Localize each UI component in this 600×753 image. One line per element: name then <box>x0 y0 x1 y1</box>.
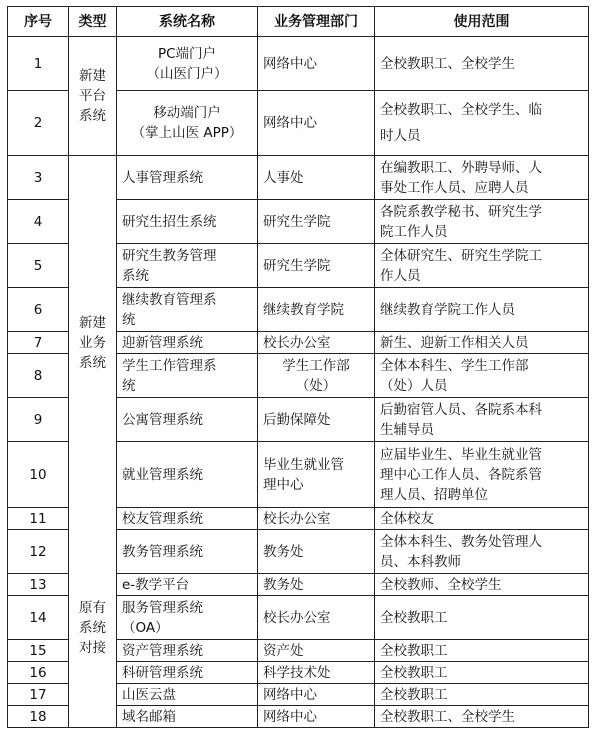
category-line: 新建 <box>79 314 106 331</box>
scope: 全校教职工 <box>375 662 589 684</box>
department: 网络中心 <box>258 37 375 91</box>
system-name: 科研管理系统 <box>117 662 258 684</box>
system-name: 迎新管理系统 <box>117 332 258 354</box>
department: 继续教育学院 <box>258 288 375 332</box>
row-number: 17 <box>8 684 69 706</box>
row-number: 7 <box>8 332 69 354</box>
scope: 全体研究生、研究生学院工 作人员 <box>375 244 589 288</box>
header-department: 业务管理部门 <box>258 7 375 37</box>
department: 教务处 <box>258 574 375 596</box>
system-name: 学生工作管理系 统 <box>117 354 258 398</box>
header-type: 类型 <box>69 7 117 37</box>
category-existing <box>69 530 117 728</box>
system-name: 服务管理系统 （OA） <box>117 596 258 640</box>
system-name: 研究生招生系统 <box>117 200 258 244</box>
scope: 全校教职工 <box>375 684 589 706</box>
department: 网络中心 <box>258 91 375 156</box>
row-number: 10 <box>8 442 69 508</box>
scope: 全校教职工、全校学生、临 时人员 <box>375 91 589 156</box>
row-number: 5 <box>8 244 69 288</box>
system-name: 移动端门户 （掌上山医 APP） <box>117 91 258 156</box>
header-system-name: 系统名称 <box>117 7 258 37</box>
header-row <box>8 7 589 37</box>
row-number: 18 <box>8 706 69 728</box>
category-new-platform <box>69 37 117 156</box>
row-number: 13 <box>8 574 69 596</box>
row-number: 14 <box>8 596 69 640</box>
row-number: 1 <box>8 37 69 91</box>
scope: 后勤宿管人员、各院系本科 生辅导员 <box>375 398 589 442</box>
category-new-business <box>69 156 117 530</box>
category-line: 系统 <box>79 354 106 371</box>
category-line: 系统 <box>79 620 106 637</box>
scope: 全校教职工、全校学生 <box>375 37 589 91</box>
department: 学生工作部 （处） <box>258 354 375 398</box>
department: 研究生学院 <box>258 244 375 288</box>
header-index: 序号 <box>8 7 69 37</box>
category-line: 对接 <box>79 640 106 657</box>
category-line: 业务 <box>79 334 106 351</box>
scope: 全校教职工 <box>375 640 589 662</box>
row-number: 16 <box>8 662 69 684</box>
system-name: e-教学平台 <box>117 574 258 596</box>
department: 校长办公室 <box>258 508 375 530</box>
scope: 各院系教学秘书、研究生学 院工作人员 <box>375 200 589 244</box>
table-row <box>8 37 589 91</box>
scope: 继续教育学院工作人员 <box>375 288 589 332</box>
scope: 全校教师、全校学生 <box>375 574 589 596</box>
system-name: 资产管理系统 <box>117 640 258 662</box>
department: 科学技术处 <box>258 662 375 684</box>
system-name: 教务管理系统 <box>117 530 258 574</box>
department: 网络中心 <box>258 684 375 706</box>
systems-table <box>7 6 589 728</box>
row-number: 9 <box>8 398 69 442</box>
scope: 新生、迎新工作相关人员 <box>375 332 589 354</box>
row-number: 4 <box>8 200 69 244</box>
category-line: 平台 <box>79 88 106 104</box>
department: 研究生学院 <box>258 200 375 244</box>
category-line: 系统 <box>79 108 106 124</box>
department: 后勤保障处 <box>258 398 375 442</box>
department: 教务处 <box>258 530 375 574</box>
system-name: 研究生教务管理 系统 <box>117 244 258 288</box>
scope: 全体本科生、学生工作部 （处）人员 <box>375 354 589 398</box>
category-line: 新建 <box>79 68 106 84</box>
scope: 全体校友 <box>375 508 589 530</box>
system-name: PC端门户 （山医门户） <box>117 37 258 91</box>
table-row <box>8 530 589 574</box>
department: 毕业生就业管 理中心 <box>258 442 375 508</box>
scope: 应届毕业生、毕业生就业管 理中心工作人员、各院系管 理人员、招聘单位 <box>375 442 589 508</box>
system-name: 域名邮箱 <box>117 706 258 728</box>
department: 网络中心 <box>258 706 375 728</box>
category-line: 原有 <box>79 600 106 617</box>
row-number: 2 <box>8 91 69 156</box>
table-row <box>8 156 589 200</box>
system-name: 山医云盘 <box>117 684 258 706</box>
system-name: 公寓管理系统 <box>117 398 258 442</box>
department: 资产处 <box>258 640 375 662</box>
row-number: 15 <box>8 640 69 662</box>
department: 校长办公室 <box>258 332 375 354</box>
row-number: 11 <box>8 508 69 530</box>
department: 校长办公室 <box>258 596 375 640</box>
system-name: 就业管理系统 <box>117 442 258 508</box>
scope: 在编教职工、外聘导师、人 事处工作人员、应聘人员 <box>375 156 589 200</box>
scope: 全校教职工、全校学生 <box>375 706 589 728</box>
scope: 全校教职工 <box>375 596 589 640</box>
system-name: 继续教育管理系 统 <box>117 288 258 332</box>
system-name: 人事管理系统 <box>117 156 258 200</box>
row-number: 12 <box>8 530 69 574</box>
department: 人事处 <box>258 156 375 200</box>
system-name: 校友管理系统 <box>117 508 258 530</box>
row-number: 6 <box>8 288 69 332</box>
scope: 全体本科生、教务处管理人 员、本科教师 <box>375 530 589 574</box>
row-number: 8 <box>8 354 69 398</box>
header-scope: 使用范围 <box>375 7 589 37</box>
row-number: 3 <box>8 156 69 200</box>
